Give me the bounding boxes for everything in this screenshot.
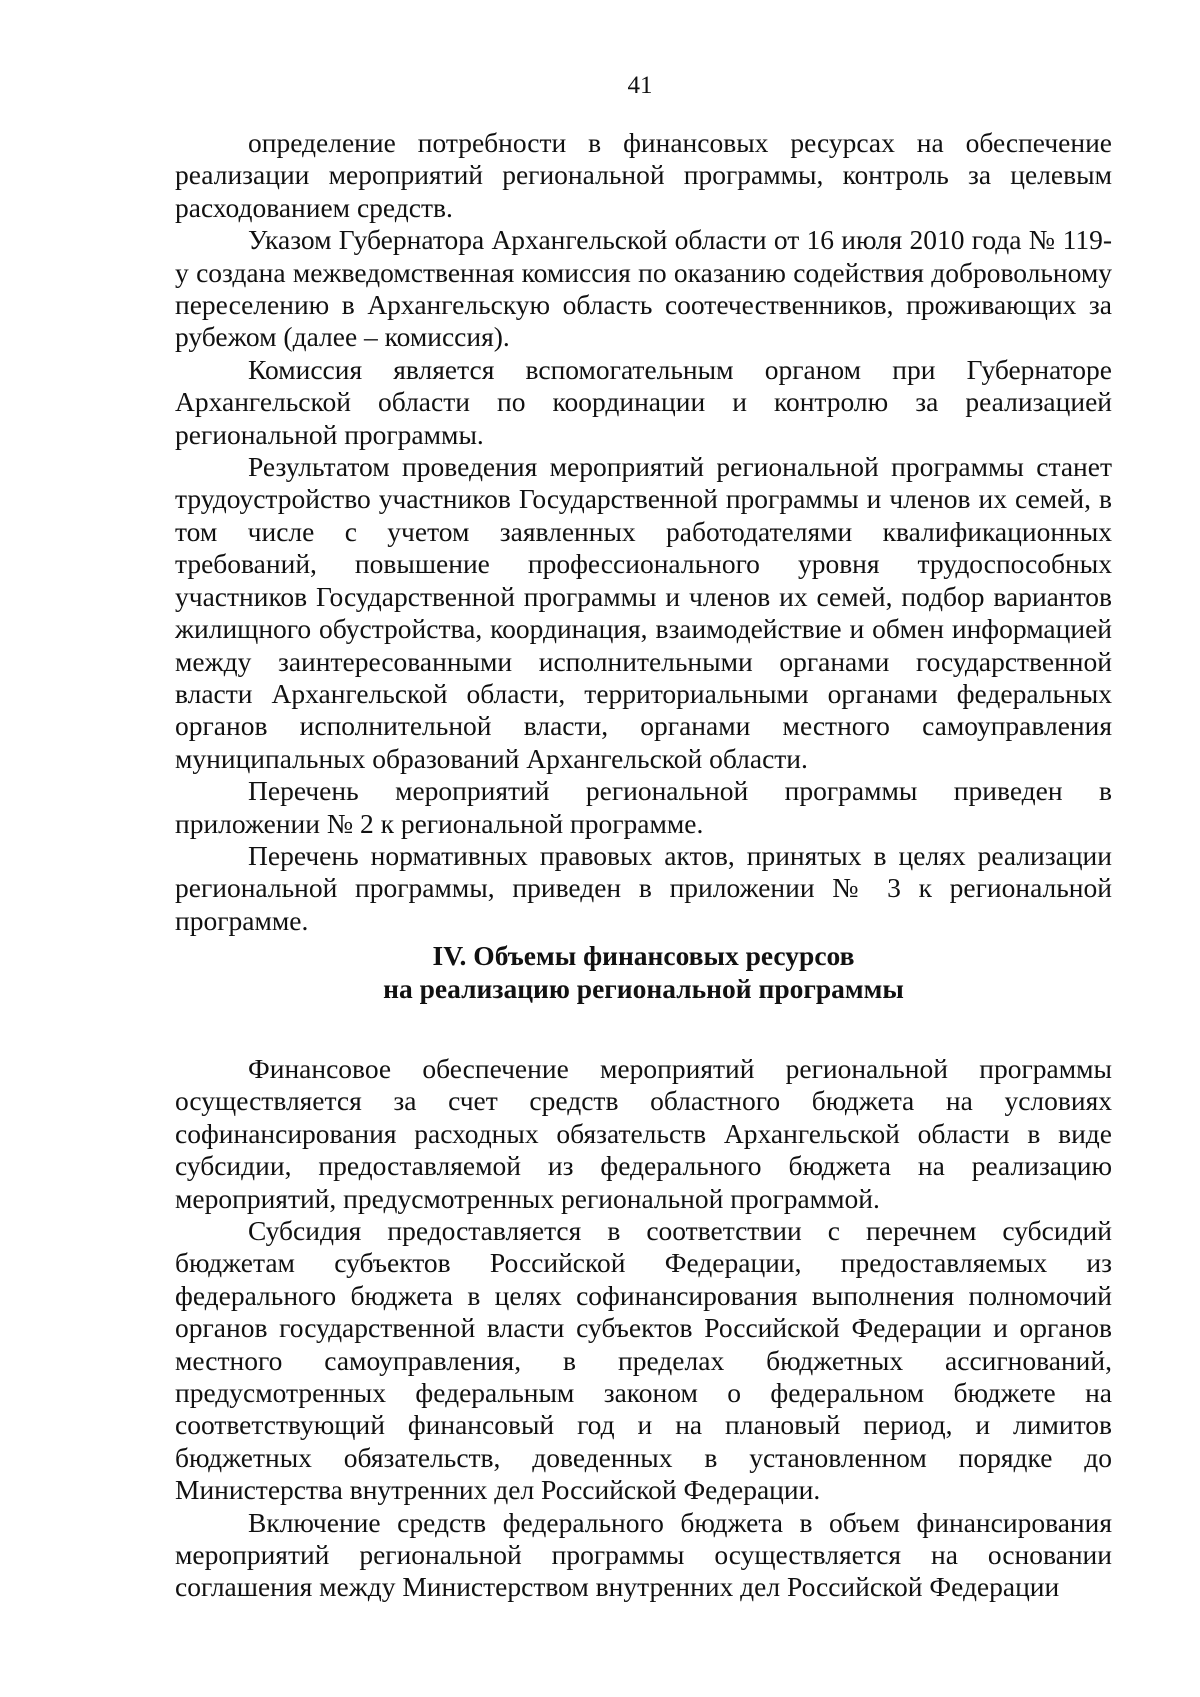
paragraph: Финансовое обеспечение мероприятий региональной программы осуществляется за счет средств областного бюджета на условиях софинансирования расходных обязательств Архангельской области в виде субсидии, предоставляемой из федерального бюджета на реализацию мероприятий, предусмотренных региональной программой.: [175, 1052, 1112, 1214]
paragraph: Субсидия предоставляется в соответствии с перечнем субсидий бюджетам субъектов Российской Федерации, предоставляемых из федерального бюджета в целях софинансирования выполнения полномочий органов государственной власти субъектов Российской Федерации и органов местного самоуправления, в пределах бюджетных ассигнований, предусмотренных федеральным законом о федеральном бюджете на соответствующий финансовый год и на плановый период, и лимитов бюджетных обязательств, доведенных в установленном порядке до Министерства внутренних дел Российской Федерации.: [175, 1215, 1112, 1506]
paragraph: Комиссия является вспомогательным органом при Губернаторе Архангельской области по координации и контролю за реализацией региональной программы.: [175, 353, 1112, 450]
paragraph: Включение средств федерального бюджета в объем финансирования мероприятий региональной программы осуществляется на основании соглашения между Министерством внутренних дел Российской Федерации: [175, 1506, 1112, 1603]
paragraph: Перечень мероприятий региональной программы приведен в приложении № 2 к региональной программе.: [175, 775, 1112, 839]
section-heading-line: на реализацию региональной программы: [383, 972, 904, 1004]
document-body: [175, 127, 1112, 1604]
paragraph: Указом Губернатора Архангельской области от 16 июля 2010 года № 119-у создана межведомственная комиссия по оказанию содействия добровольному переселению в Архангельскую область соотечественников, проживающих за рубежом (далее – комиссия).: [175, 224, 1112, 353]
paragraph: определение потребности в финансовых ресурсах на обеспечение реализации мероприятий региональной программы, контроль за целевым расходованием средств.: [175, 127, 1112, 223]
page-number: 41: [627, 72, 653, 99]
paragraph: Перечень нормативных правовых актов, принятых в целях реализации региональной программы, приведен в приложении № 3 к региональной программе.: [175, 839, 1112, 936]
section-heading: [175, 940, 1112, 1005]
section-heading-line: IV. Объемы финансовых ресурсов: [432, 940, 855, 972]
paragraph: Результатом проведения мероприятий региональной программы станет трудоустройство участников Государственной программы и членов их семей, в том числе с учетом заявленных работодателями квалификационных требований, повышение профессионального уровня трудоспособных участников Государственной программы и членов их семей, подбор вариантов жилищного обустройства, координация, взаимодействие и обмен информацией между заинтересованными исполнительными органами государственной власти Архангельской области, территориальными органами федеральных органов исполнительной власти, органами местного самоуправления муниципальных образований Архангельской области.: [175, 451, 1112, 774]
